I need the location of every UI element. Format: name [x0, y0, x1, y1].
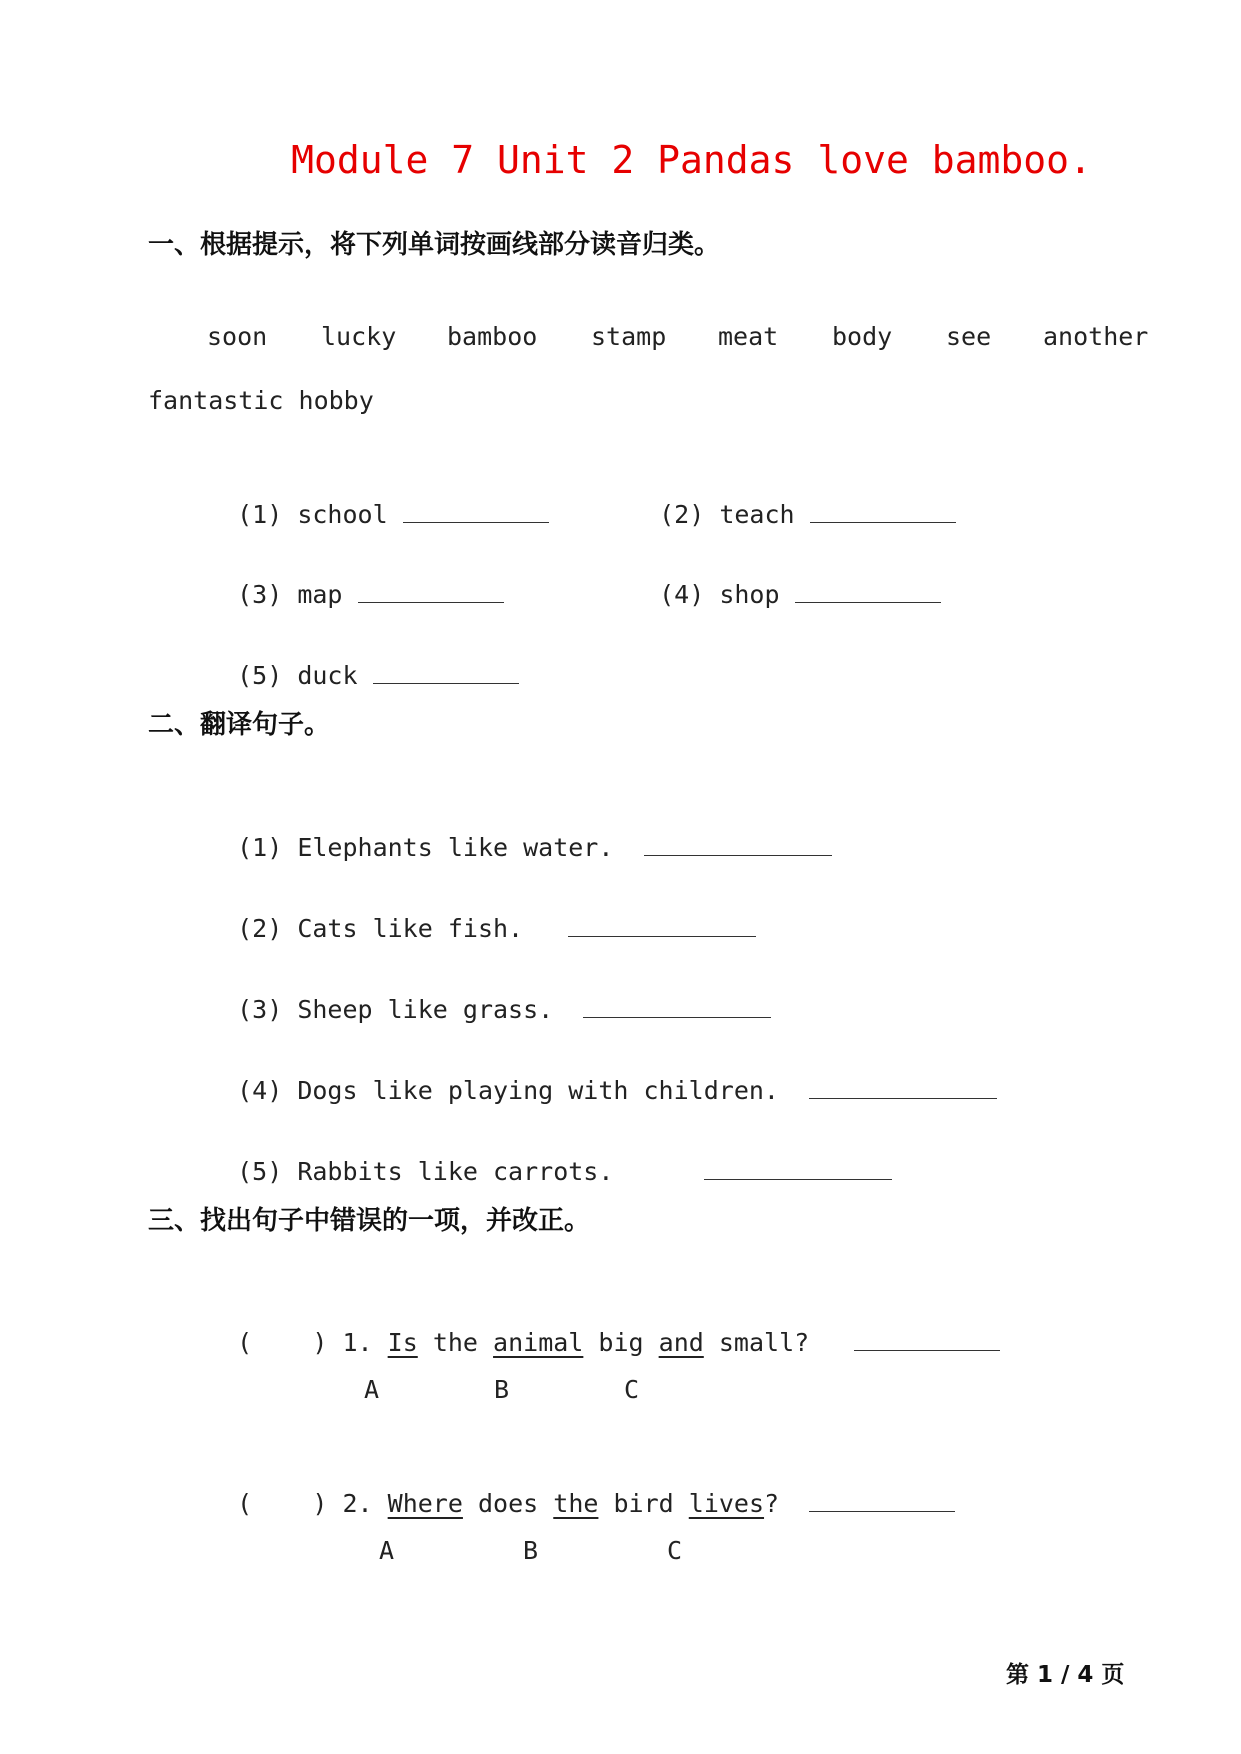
item-word: map	[297, 580, 343, 609]
item-word: school	[297, 500, 388, 529]
translate-item	[207, 962, 771, 1024]
word-bank-item: soon	[207, 322, 268, 351]
translate-item	[207, 1124, 892, 1186]
option-label-b: B	[523, 1536, 539, 1565]
word-bank-line2: fantastic hobby	[148, 386, 374, 415]
option-label-c: C	[667, 1536, 683, 1565]
option-a-text: Is	[387, 1328, 418, 1357]
item-number: (2)	[659, 500, 705, 529]
word-bank-item: see	[946, 322, 992, 351]
item-number: (5)	[237, 661, 283, 690]
sentence-word: does	[477, 1489, 539, 1518]
section1-heading: 一、根据提示，将下列单词按画线部分读音归类。	[148, 230, 721, 260]
error-question-1	[207, 1295, 1000, 1357]
answer-blank[interactable]	[358, 576, 504, 603]
item-sentence: Elephants like water.	[297, 833, 614, 862]
answer-blank[interactable]	[704, 1153, 892, 1180]
answer-blank[interactable]	[795, 576, 941, 603]
sentence-word: small?	[718, 1328, 810, 1357]
translate-item	[207, 800, 832, 862]
item-number: (4)	[237, 1076, 283, 1105]
word-bank-item: body	[832, 322, 893, 351]
word-bank-item: another	[1043, 322, 1149, 351]
answer-blank[interactable]	[403, 496, 549, 523]
answer-blank[interactable]	[583, 991, 771, 1018]
sort-item	[207, 547, 504, 609]
sort-item	[207, 467, 549, 529]
answer-blank[interactable]	[373, 657, 519, 684]
item-word: teach	[719, 500, 795, 529]
answer-blank[interactable]	[809, 1072, 997, 1099]
sort-item	[629, 547, 941, 609]
answer-blank[interactable]	[568, 910, 756, 937]
item-number: (3)	[237, 995, 283, 1024]
sentence-word: bird	[613, 1489, 674, 1518]
word-bank-item: bamboo	[447, 322, 538, 351]
item-number: (4)	[659, 580, 705, 609]
answer-blank[interactable]	[810, 496, 956, 523]
page-number: 第 1 / 4 页	[1006, 1662, 1125, 1688]
section2-heading: 二、翻译句子。	[148, 710, 331, 740]
item-number: (1)	[237, 833, 283, 862]
option-label-c: C	[624, 1375, 640, 1404]
option-c-text: lives	[688, 1489, 765, 1518]
correction-blank[interactable]	[809, 1485, 955, 1512]
word-bank-item: lucky	[321, 322, 397, 351]
sort-item	[207, 628, 519, 690]
option-label-b: B	[494, 1375, 510, 1404]
sentence-word: the	[432, 1328, 478, 1357]
option-c-text: and	[658, 1328, 704, 1357]
item-sentence: Cats like fish.	[297, 914, 524, 943]
correction-blank[interactable]	[854, 1324, 1000, 1351]
item-number: (3)	[237, 580, 283, 609]
item-word: shop	[719, 580, 780, 609]
item-sentence: Dogs like playing with children.	[297, 1076, 779, 1105]
option-b-text: the	[553, 1489, 599, 1518]
item-number: (2)	[237, 914, 283, 943]
option-a-text: Where	[387, 1489, 463, 1518]
item-number: (1)	[237, 500, 283, 529]
answer-parentheses[interactable]: ( )	[237, 1489, 328, 1518]
page-title: Module 7 Unit 2 Pandas love bamboo.	[291, 138, 1092, 182]
sentence-word: big	[598, 1328, 644, 1357]
option-label-a: A	[364, 1375, 380, 1404]
error-question-2	[207, 1456, 955, 1518]
translate-item	[207, 1043, 997, 1105]
section3-heading: 三、找出句子中错误的一项，并改正。	[148, 1206, 591, 1236]
word-bank-item: meat	[718, 322, 779, 351]
item-sentence: Rabbits like carrots.	[297, 1157, 614, 1186]
sentence-word: ?	[764, 1489, 780, 1518]
word-bank-item: stamp	[591, 322, 667, 351]
sort-item	[629, 467, 956, 529]
answer-parentheses[interactable]: ( )	[237, 1328, 328, 1357]
question-number: 1.	[342, 1328, 373, 1357]
answer-blank[interactable]	[644, 829, 832, 856]
item-word: duck	[297, 661, 358, 690]
item-sentence: Sheep like grass.	[297, 995, 554, 1024]
item-number: (5)	[237, 1157, 283, 1186]
question-number: 2.	[342, 1489, 373, 1518]
option-b-text: animal	[493, 1328, 584, 1357]
translate-item	[207, 881, 756, 943]
option-label-a: A	[379, 1536, 395, 1565]
